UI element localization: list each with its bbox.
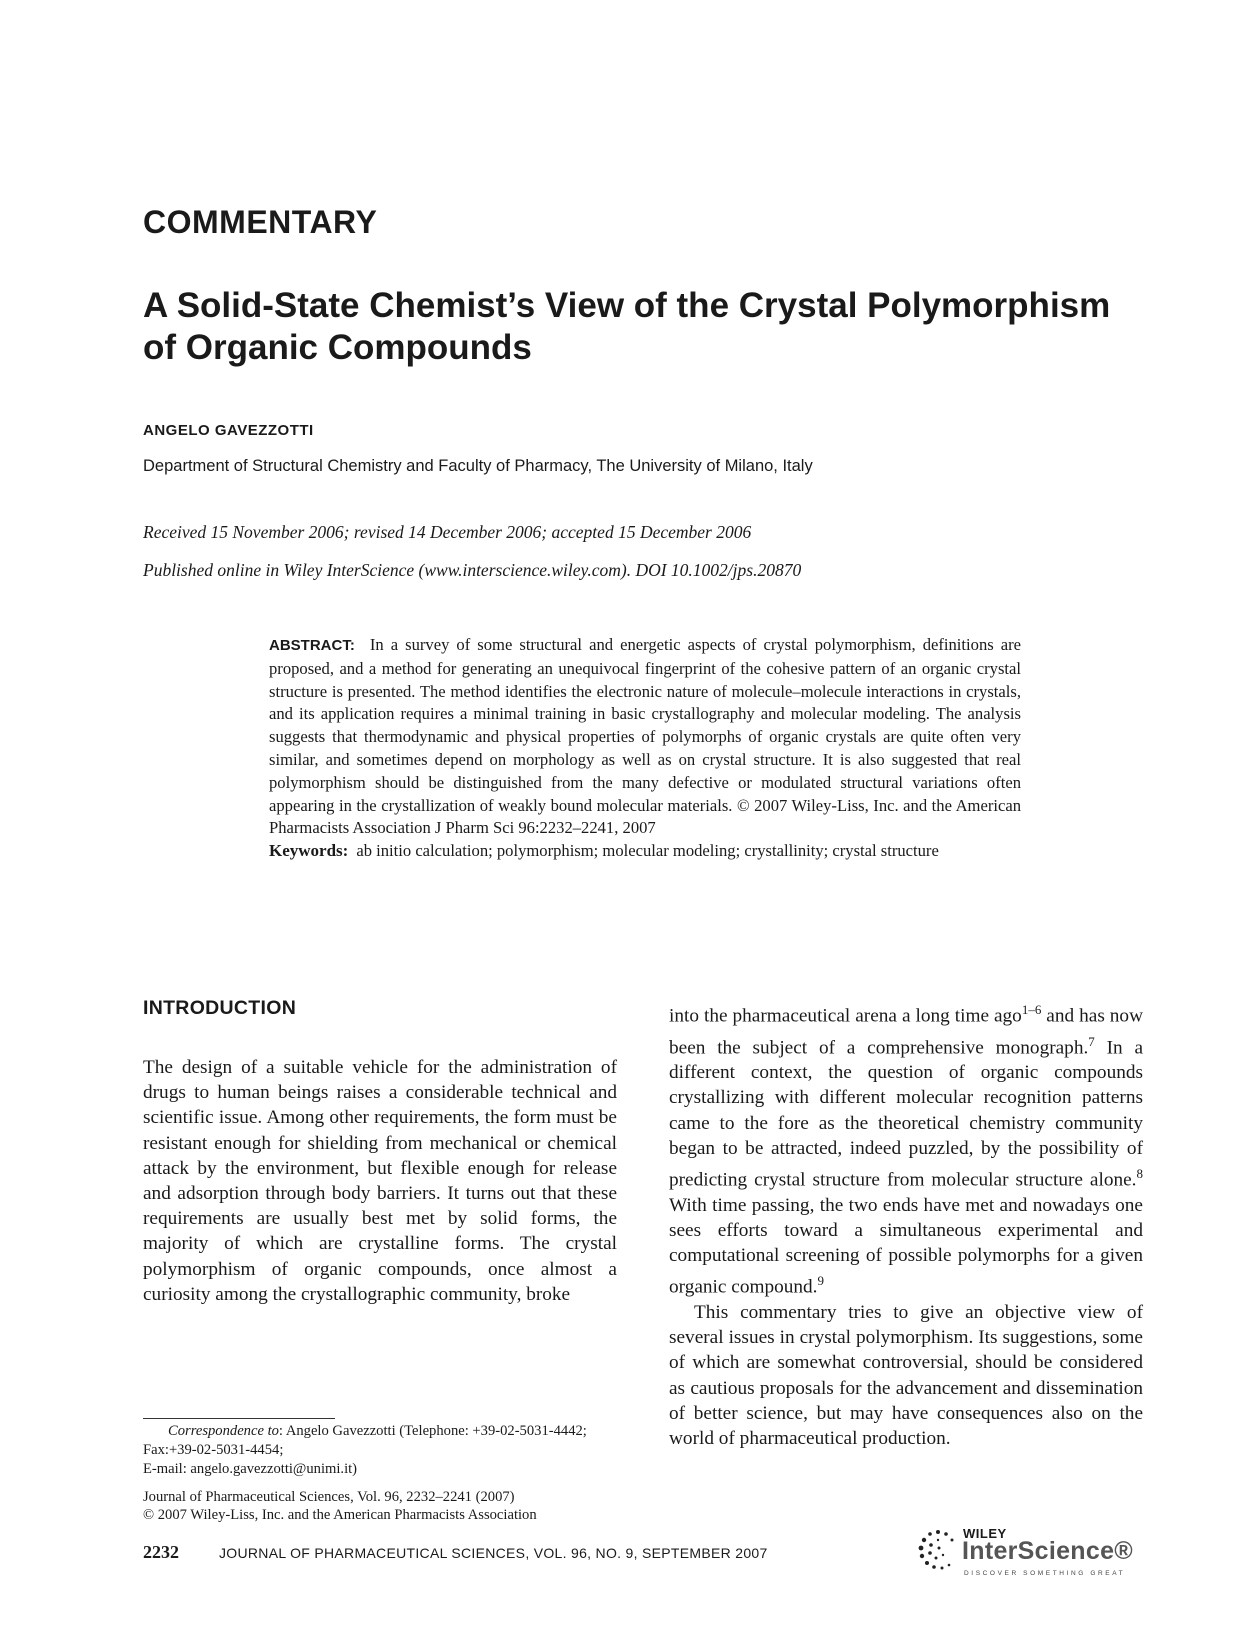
- author-name: ANGELO GAVEZZOTTI: [143, 422, 314, 439]
- running-footer: JOURNAL OF PHARMACEUTICAL SCIENCES, VOL. 96, NO. 9, SEPTEMBER 2007: [219, 1545, 768, 1561]
- citation-ref: 1–6: [1021, 1002, 1042, 1017]
- introduction-heading: INTRODUCTION: [143, 997, 297, 1019]
- article-history: Received 15 November 2006; revised 14 December 2006; accepted 15 December 2006: [143, 522, 752, 542]
- intro-left-column: [143, 1055, 617, 1307]
- correspondence-footnote: [143, 1422, 623, 1479]
- citation-ref: 7: [1088, 1033, 1095, 1049]
- correspondence-email: E-mail: angelo.gavezzotti@unimi.it): [143, 1461, 358, 1477]
- abstract: [269, 634, 1021, 863]
- intro-right-column: [669, 997, 1143, 1451]
- intro-paragraph-1: The design of a suitable vehicle for the administration of drugs to human beings raises a considerable technical and scientific issue. Among other requirements, the form must be resistant enough for shielding from mechanical or chemical attack by the environment, but flexible enough for release and adsorption through body barriers. It turns out that these requirements are usually best met by solid forms, the majority of which are crystalline forms. The crystal polymorphism of organic compounds, once almost a curiosity among the crystallographic community, broke: [143, 1057, 617, 1305]
- citation-ref: 8: [1136, 1166, 1143, 1182]
- journal-citation-note: [143, 1488, 623, 1524]
- article-title: A Solid-State Chemist’s View of the Crystal Polymorphism of Organic Compounds: [143, 286, 1111, 367]
- logo-publisher: WILEY: [963, 1526, 1007, 1541]
- intro-paragraph-1-continued: [669, 997, 1143, 1300]
- intro-paragraph-2: This commentary tries to give an objective view of several issues in crystal polymorphism. Its suggestions, some of which are somewhat controversial, should be considered as cautious proposals for the advancement and dissemination of better science, but may have consequences also on the world of pharmaceutical production.: [669, 1301, 1143, 1449]
- page-number: 2232: [143, 1542, 179, 1562]
- correspondence-text: : Angelo Gavezzotti (Telephone: +39-02-5031-4442; Fax:+39-02-5031-4454;: [143, 1423, 587, 1458]
- abstract-label: ABSTRACT:: [269, 637, 355, 654]
- section-label: COMMENTARY: [143, 204, 378, 240]
- logo-name: InterScience®: [962, 1537, 1134, 1565]
- text-run: With time passing, the two ends have met and nowadays one sees efforts toward a simultaneous experimental and computational screening of possible polymorphs for a given organic compound.: [669, 1194, 1143, 1298]
- dot-swirl-icon: [918, 1528, 958, 1572]
- correspondence-label: Correspondence to: [168, 1423, 279, 1439]
- keywords-line: [269, 840, 1021, 863]
- copyright-line: © 2007 Wiley-Liss, Inc. and the American Pharmacists Association: [143, 1507, 537, 1523]
- text-run: into the pharmaceutical arena a long time ago: [669, 1005, 1022, 1027]
- footnote-rule: [143, 1418, 335, 1419]
- text-run: and has now been the subject of a comprehensive monograph.: [669, 1005, 1143, 1059]
- journal-line: Journal of Pharmaceutical Sciences, Vol. 96, 2232–2241 (2007): [143, 1489, 515, 1505]
- keywords-label: Keywords:: [269, 841, 349, 861]
- abstract-text: In a survey of some structural and energetic aspects of crystal polymorphism, definitions are proposed, and a method for generating an unequivocal fingerprint of the cohesive pattern of an organic crystal structure is presented. The method identifies the electronic nature of molecule–molecule interactions in crystals, and its application requires a minimal training in basic crystallography and molecular modeling. The analysis suggests that thermodynamic and physical properties of polymorphs of organic crystals are quite often very similar, and sometimes depend on morphology as well as on crystal structure. It is also suggested that real polymorphism should be distinguished from the many defective or modulated structural variations often appearing in the crystallization of weakly bound molecular materials. © 2007 Wiley-Liss, Inc. and the American Pharmacists Association J Pharm Sci 96:2232–2241, 2007: [269, 635, 1021, 838]
- wiley-interscience-logo: [918, 1526, 1148, 1582]
- publication-info: Published online in Wiley InterScience (www.interscience.wiley.com). DOI 10.1002/jps.20870: [143, 560, 802, 580]
- correspondence-line: [143, 1422, 623, 1460]
- logo-tagline: DISCOVER SOMETHING GREAT: [964, 1570, 1126, 1577]
- citation-ref: 9: [817, 1273, 825, 1289]
- keywords-text: ab initio calculation; polymorphism; molecular modeling; crystallinity; crystal structure: [356, 841, 939, 861]
- author-affiliation: Department of Structural Chemistry and Faculty of Pharmacy, The University of Milano, Italy: [143, 457, 813, 475]
- text-run: In a different context, the question of organic compounds crystallizing with different molecular recognition patterns came to the fore as the theoretical chemistry community began to be attracted, indeed puzzled, by the possibility of predicting crystal structure from molecular structure alone.: [669, 1037, 1143, 1191]
